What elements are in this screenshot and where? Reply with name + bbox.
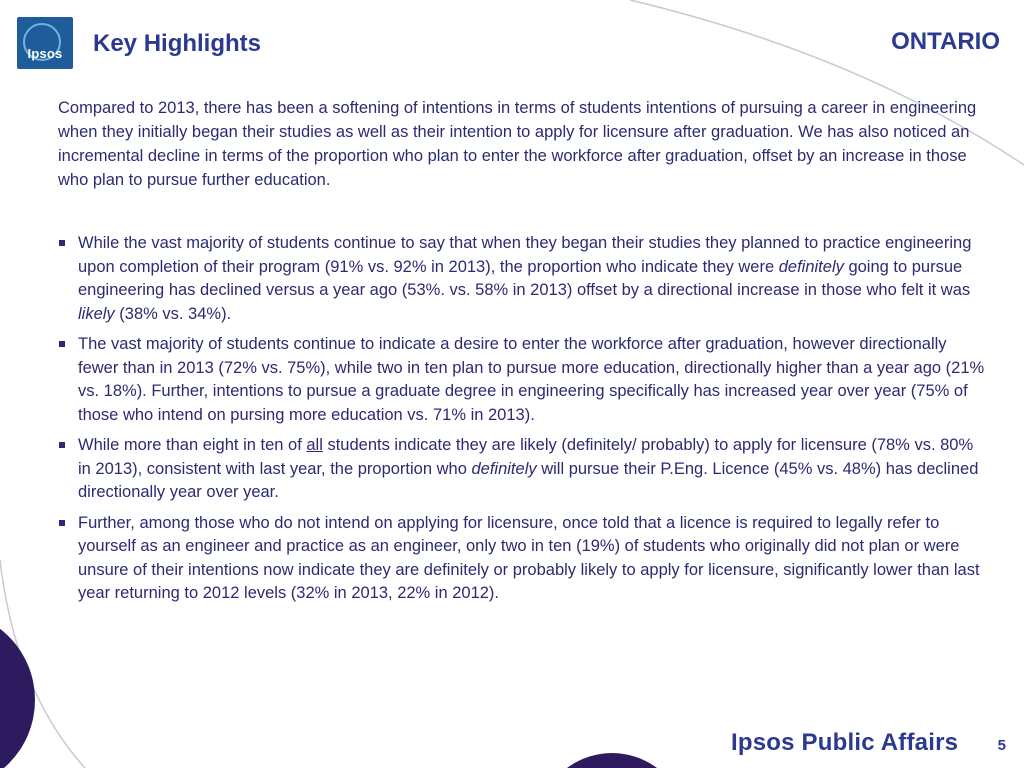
highlight-item-3 <box>58 434 988 505</box>
bullet-square-icon <box>59 442 65 448</box>
footer-brand: Ipsos Public Affairs <box>731 729 959 756</box>
page-title: Key Highlights <box>93 30 262 57</box>
region-label: ONTARIO <box>891 28 1000 55</box>
decorative-circle-left <box>0 610 35 768</box>
highlight-item-2 <box>58 333 988 427</box>
ipsos-logo <box>17 17 73 69</box>
highlight-1-emphasis-a: definitely <box>778 257 844 276</box>
highlight-3-text-a: While more than eight in ten of <box>78 436 307 454</box>
highlight-2-text: The vast majority of students continue to indicate a desire to enter the workforce after graduation, however directionally fewer than in 2013 (72% vs. 75%), while two in ten plan to pursue more education, directionally higher than a year ago (21% vs. 18%). Further, intentions to pursue a graduate degree in engineering specifically has increased year over year (75% of those who intend on pursing more education vs. 71% in 2013). <box>78 335 985 424</box>
logo-text: Ipsos <box>27 46 63 61</box>
highlight-1-text-b: going to pursue engineering has declined versus a year ago (53%. vs. 58% in 2013) offset by a directional increase in those who felt it was <box>78 257 971 299</box>
highlight-item-4 <box>58 512 988 606</box>
highlight-4-text: Further, among those who do not intend on applying for licensure, once told that a licence is required to legally refer to yourself as an engineer and practice as an engineer, only two in ten (19%) of students who originally did not plan or were unsure of their intentions now indicate they are definitely or probably likely to apply for licensure, significantly lower than last year returning to 2012 levels (32% in 2013, 22% in 2012). <box>78 513 980 602</box>
highlight-1-emphasis-b: likely <box>78 304 115 323</box>
page-number: 5 <box>997 737 1006 754</box>
bullet-square-icon <box>59 341 65 347</box>
highlight-3-underline: all <box>306 436 323 454</box>
highlight-3-text-b: students indicate they are likely (definitely/ probably) to apply for licensure (78% vs. 80% in 2013), consistent with last year, the proportion who <box>78 436 974 478</box>
highlight-item-1 <box>58 232 988 326</box>
decorative-circle-bottom <box>537 753 687 768</box>
bullet-square-icon <box>59 240 65 246</box>
highlight-1-text-c: (38% vs. 34%). <box>114 304 232 323</box>
highlight-3-text-c: will pursue their P.Eng. Licence (45% vs. 48%) has declined directionally year over year. <box>78 459 979 501</box>
highlight-3-emphasis: definitely <box>471 459 537 478</box>
bullet-square-icon <box>59 520 65 526</box>
highlight-1-text-a: While the vast majority of students continue to say that when they began their studies they planned to practice engineering upon completion of their program (91% vs. 92% in 2013), the proportion who indicate they were <box>78 234 972 276</box>
highlights-list <box>58 232 988 613</box>
intro-paragraph: Compared to 2013, there has been a softening of intentions in terms of students intentions of pursuing a career in engineering when they initially began their studies as well as their intention to apply for licensure after graduation. We has also noticed an incremental decline in terms of the proportion who plan to enter the workforce after graduation, offset by an increase in those who plan to pursue further education. <box>58 99 977 189</box>
